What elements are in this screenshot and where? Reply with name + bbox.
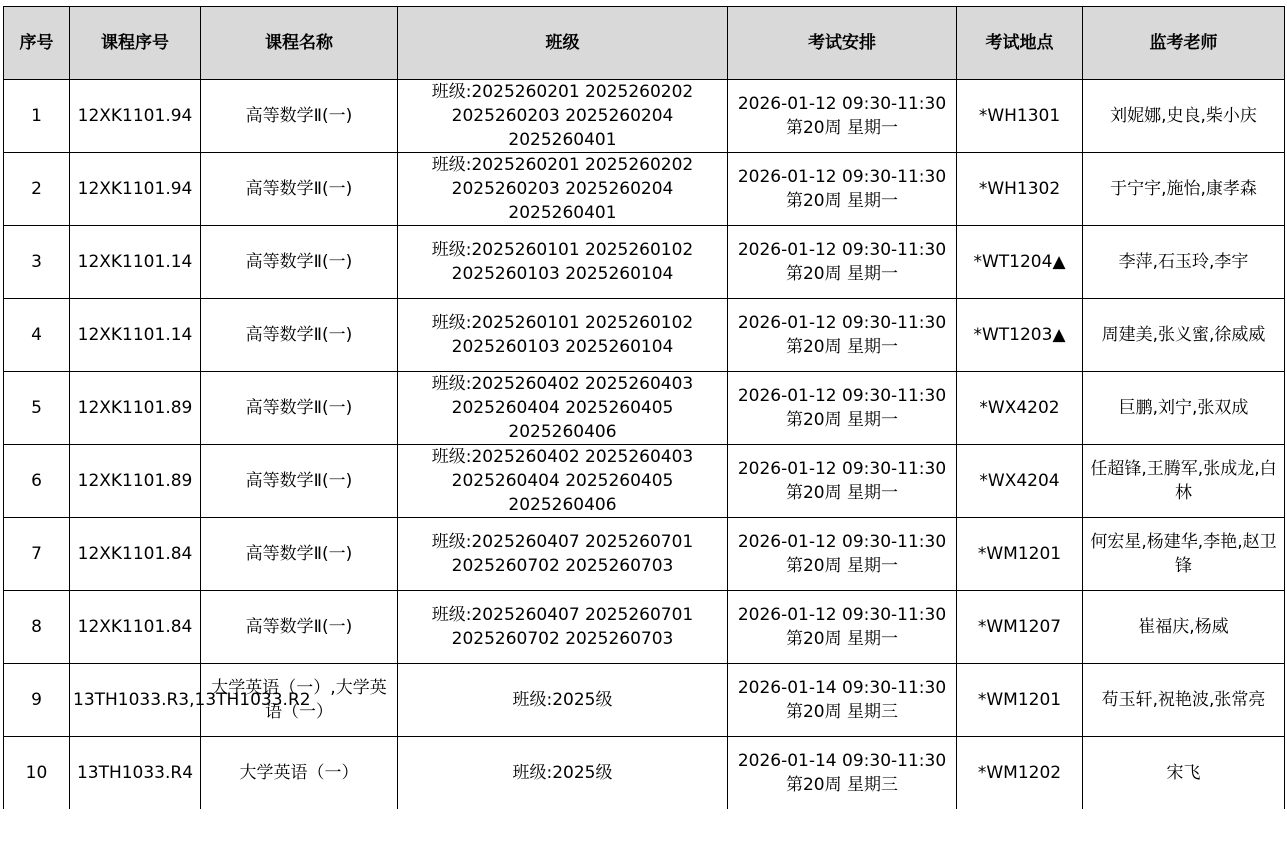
course-code: 13TH1033.R3,13TH1033.R2 bbox=[70, 664, 201, 737]
exam-schedule-table bbox=[3, 6, 1285, 809]
course-name: 高等数学Ⅱ(一) bbox=[201, 299, 398, 372]
header-course-code: 课程序号 bbox=[70, 7, 201, 80]
exam-week-day: 第20周 星期三 bbox=[785, 702, 899, 722]
exam-location: *WM1202 bbox=[957, 737, 1083, 810]
row-number: 7 bbox=[4, 518, 70, 591]
class-line: 2025260406 bbox=[508, 422, 617, 442]
row-number: 10 bbox=[4, 737, 70, 810]
course-name: 高等数学Ⅱ(一) bbox=[201, 518, 398, 591]
class-line: 班级:2025260201 2025260202 bbox=[431, 155, 694, 175]
table-row bbox=[4, 445, 1285, 518]
course-code: 13TH1033.R4 bbox=[70, 737, 201, 810]
class-list bbox=[398, 518, 728, 591]
table-body bbox=[4, 80, 1285, 810]
header-course-name: 课程名称 bbox=[201, 7, 398, 80]
exam-time bbox=[728, 664, 957, 737]
class-line: 班级:2025260407 2025260701 bbox=[431, 605, 694, 625]
invigilators: 李萍,石玉玲,李宇 bbox=[1083, 226, 1285, 299]
class-line: 2025260103 2025260104 bbox=[451, 337, 674, 357]
exam-location: *WM1201 bbox=[957, 518, 1083, 591]
exam-week-day: 第20周 星期一 bbox=[785, 191, 899, 211]
course-code: 12XK1101.14 bbox=[70, 299, 201, 372]
class-line: 班级:2025260101 2025260102 bbox=[431, 313, 694, 333]
header-exam-location: 考试地点 bbox=[957, 7, 1083, 80]
exam-time bbox=[728, 518, 957, 591]
invigilators: 于宁宇,施怡,康孝森 bbox=[1083, 153, 1285, 226]
exam-location: *WT1203▲ bbox=[957, 299, 1083, 372]
exam-datetime: 2026-01-12 09:30-11:30 bbox=[737, 94, 947, 114]
table-row bbox=[4, 737, 1285, 810]
table-row bbox=[4, 664, 1285, 737]
class-line: 班级:2025260101 2025260102 bbox=[431, 240, 694, 260]
exam-location: *WM1207 bbox=[957, 591, 1083, 664]
row-number: 6 bbox=[4, 445, 70, 518]
row-number: 1 bbox=[4, 80, 70, 153]
exam-datetime: 2026-01-12 09:30-11:30 bbox=[737, 605, 947, 625]
course-name: 高等数学Ⅱ(一) bbox=[201, 153, 398, 226]
table-row bbox=[4, 299, 1285, 372]
exam-location: *WT1204▲ bbox=[957, 226, 1083, 299]
exam-week-day: 第20周 星期一 bbox=[785, 629, 899, 649]
invigilators: 刘妮娜,史良,柴小庆 bbox=[1083, 80, 1285, 153]
exam-time bbox=[728, 299, 957, 372]
invigilators: 巨鹏,刘宁,张双成 bbox=[1083, 372, 1285, 445]
table-row bbox=[4, 80, 1285, 153]
exam-week-day: 第20周 星期一 bbox=[785, 264, 899, 284]
class-list bbox=[398, 153, 728, 226]
invigilators: 周建美,张义蜜,徐威威 bbox=[1083, 299, 1285, 372]
course-name: 高等数学Ⅱ(一) bbox=[201, 445, 398, 518]
exam-week-day: 第20周 星期三 bbox=[785, 775, 899, 795]
exam-datetime: 2026-01-12 09:30-11:30 bbox=[737, 532, 947, 552]
class-line: 班级:2025级 bbox=[512, 763, 613, 783]
header-invigilators: 监考老师 bbox=[1083, 7, 1285, 80]
table-row bbox=[4, 153, 1285, 226]
class-line: 班级:2025260407 2025260701 bbox=[431, 532, 694, 552]
course-code: 12XK1101.89 bbox=[70, 445, 201, 518]
course-code: 12XK1101.14 bbox=[70, 226, 201, 299]
header-row bbox=[4, 7, 1285, 80]
table-row bbox=[4, 591, 1285, 664]
course-code: 12XK1101.94 bbox=[70, 153, 201, 226]
exam-location: *WX4202 bbox=[957, 372, 1083, 445]
class-line: 2025260404 2025260405 bbox=[451, 398, 674, 418]
course-name: 高等数学Ⅱ(一) bbox=[201, 80, 398, 153]
course-code: 12XK1101.94 bbox=[70, 80, 201, 153]
class-line: 2025260406 bbox=[508, 495, 617, 515]
table-header bbox=[4, 7, 1285, 80]
course-code: 12XK1101.89 bbox=[70, 372, 201, 445]
invigilators: 苟玉轩,祝艳波,张常亮 bbox=[1083, 664, 1285, 737]
class-line: 2025260103 2025260104 bbox=[451, 264, 674, 284]
row-number: 3 bbox=[4, 226, 70, 299]
class-list bbox=[398, 80, 728, 153]
header-no: 序号 bbox=[4, 7, 70, 80]
exam-datetime: 2026-01-12 09:30-11:30 bbox=[737, 459, 947, 479]
exam-location: *WM1201 bbox=[957, 664, 1083, 737]
invigilators: 任超锋,王腾军,张成龙,白林 bbox=[1083, 445, 1285, 518]
table-row bbox=[4, 518, 1285, 591]
course-name: 大学英语（一）,大学英语（一） bbox=[201, 664, 398, 737]
exam-time bbox=[728, 445, 957, 518]
class-list bbox=[398, 445, 728, 518]
row-number: 4 bbox=[4, 299, 70, 372]
course-name: 高等数学Ⅱ(一) bbox=[201, 226, 398, 299]
table-row bbox=[4, 372, 1285, 445]
class-list bbox=[398, 737, 728, 810]
class-list bbox=[398, 299, 728, 372]
exam-week-day: 第20周 星期一 bbox=[785, 337, 899, 357]
exam-datetime: 2026-01-12 09:30-11:30 bbox=[737, 386, 947, 406]
exam-week-day: 第20周 星期一 bbox=[785, 556, 899, 576]
class-list bbox=[398, 226, 728, 299]
exam-datetime: 2026-01-12 09:30-11:30 bbox=[737, 313, 947, 333]
table-row bbox=[4, 226, 1285, 299]
class-list bbox=[398, 372, 728, 445]
exam-time bbox=[728, 737, 957, 810]
class-line: 2025260404 2025260405 bbox=[451, 471, 674, 491]
exam-time bbox=[728, 372, 957, 445]
class-line: 班级:2025级 bbox=[512, 690, 613, 710]
exam-time bbox=[728, 80, 957, 153]
course-name: 大学英语（一） bbox=[201, 737, 398, 810]
row-number: 9 bbox=[4, 664, 70, 737]
row-number: 2 bbox=[4, 153, 70, 226]
invigilators: 宋飞 bbox=[1083, 737, 1285, 810]
exam-time bbox=[728, 226, 957, 299]
class-line: 班级:2025260402 2025260403 bbox=[431, 374, 694, 394]
exam-time bbox=[728, 153, 957, 226]
row-number: 5 bbox=[4, 372, 70, 445]
invigilators: 何宏星,杨建华,李艳,赵卫锋 bbox=[1083, 518, 1285, 591]
exam-week-day: 第20周 星期一 bbox=[785, 410, 899, 430]
class-line: 班级:2025260201 2025260202 bbox=[431, 82, 694, 102]
class-line: 2025260203 2025260204 bbox=[451, 106, 674, 126]
exam-datetime: 2026-01-14 09:30-11:30 bbox=[737, 751, 947, 771]
class-line: 2025260203 2025260204 bbox=[451, 179, 674, 199]
exam-time bbox=[728, 591, 957, 664]
class-list bbox=[398, 664, 728, 737]
course-code: 12XK1101.84 bbox=[70, 591, 201, 664]
invigilators: 崔福庆,杨威 bbox=[1083, 591, 1285, 664]
class-line: 2025260702 2025260703 bbox=[451, 629, 674, 649]
exam-datetime: 2026-01-14 09:30-11:30 bbox=[737, 678, 947, 698]
exam-week-day: 第20周 星期一 bbox=[785, 483, 899, 503]
course-name: 高等数学Ⅱ(一) bbox=[201, 591, 398, 664]
class-list bbox=[398, 591, 728, 664]
course-name: 高等数学Ⅱ(一) bbox=[201, 372, 398, 445]
class-line: 班级:2025260402 2025260403 bbox=[431, 447, 694, 467]
class-line: 2025260702 2025260703 bbox=[451, 556, 674, 576]
exam-week-day: 第20周 星期一 bbox=[785, 118, 899, 138]
course-code: 12XK1101.84 bbox=[70, 518, 201, 591]
exam-location: *WH1302 bbox=[957, 153, 1083, 226]
exam-location: *WX4204 bbox=[957, 445, 1083, 518]
header-exam-time: 考试安排 bbox=[728, 7, 957, 80]
header-class: 班级 bbox=[398, 7, 728, 80]
row-number: 8 bbox=[4, 591, 70, 664]
class-line: 2025260401 bbox=[508, 203, 617, 223]
exam-location: *WH1301 bbox=[957, 80, 1083, 153]
class-line: 2025260401 bbox=[508, 130, 617, 150]
exam-datetime: 2026-01-12 09:30-11:30 bbox=[737, 167, 947, 187]
exam-datetime: 2026-01-12 09:30-11:30 bbox=[737, 240, 947, 260]
